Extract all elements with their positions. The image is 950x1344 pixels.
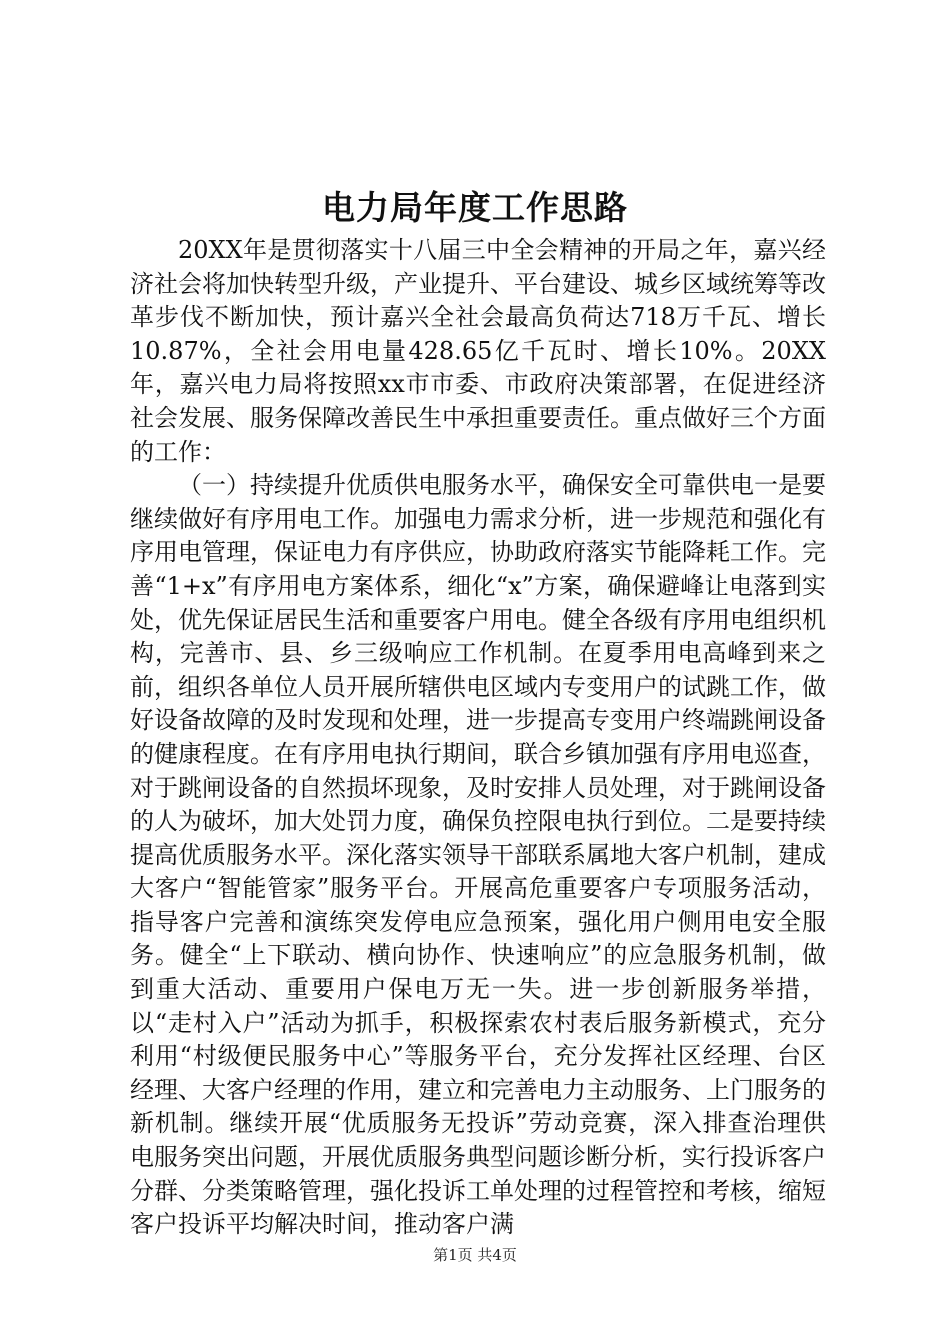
- intro-paragraph: 20XX年是贯彻落实十八届三中全会精神的开局之年，嘉兴经济社会将加快转型升级，产业提升、平台建设、城乡区域统筹等改革步伐不断加快，预计嘉兴全社会最高负荷达718万千瓦、增长10.87%，全社会用电量428.65亿千瓦时、增长10%。20XX年，嘉兴电力局将按照xx市市委、市政府决策部署，在促进经济社会发展、服务保障改善民生中承担重要责任。重点做好三个方面的工作：: [130, 236, 826, 466]
- page-number-footer: 第1页 共4页: [433, 1246, 517, 1264]
- document-body: [130, 234, 826, 1242]
- document-title: 电力局年度工作思路: [322, 188, 628, 227]
- section-one-paragraph: （一）持续提升优质供电服务水平，确保安全可靠供电一是要继续做好有序用电工作。加强电力需求分析，进一步规范和强化有序用电管理，保证电力有序供应，协助政府落实节能降耗工作。完善“1+x”有序用电方案体系，细化“x”方案，确保避峰让电落到实处，优先保证居民生活和重要客户用电。健全各级有序用电组织机构，完善市、县、乡三级响应工作机制。在夏季用电高峰到来之前，组织各单位人员开展所辖供电区域内专变用户的试跳工作，做好设备故障的及时发现和处理，进一步提高专变用户终端跳闸设备的健康程度。在有序用电执行期间，联合乡镇加强有序用电巡查，对于跳闸设备的自然损坏现象，及时安排人员处理，对于跳闸设备的人为破坏，加大处罚力度，确保负控限电执行到位。二是要持续提高优质服务水平。深化落实领导干部联系属地大客户机制，建成大客户“智能管家”服务平台。开展高危重要客户专项服务活动，指导客户完善和演练突发停电应急预案，强化用户侧用电安全服务。健全“上下联动、横向协作、快速响应”的应急服务机制，做到重大活动、重要用户保电万无一失。进一步创新服务举措，以“走村入户”活动为抓手，积极探索农村表后服务新模式，充分利用“村级便民服务中心”等服务平台，充分发挥社区经理、台区经理、大客户经理的作用，建立和完善电力主动服务、上门服务的新机制。继续开展“优质服务无投诉”劳动竞赛，深入排查治理供电服务突出问题，开展优质服务典型问题诊断分析，实行投诉客户分群、分类策略管理，强化投诉工单处理的过程管控和考核，缩短客户投诉平均解决时间，推动客户满: [130, 471, 826, 1239]
